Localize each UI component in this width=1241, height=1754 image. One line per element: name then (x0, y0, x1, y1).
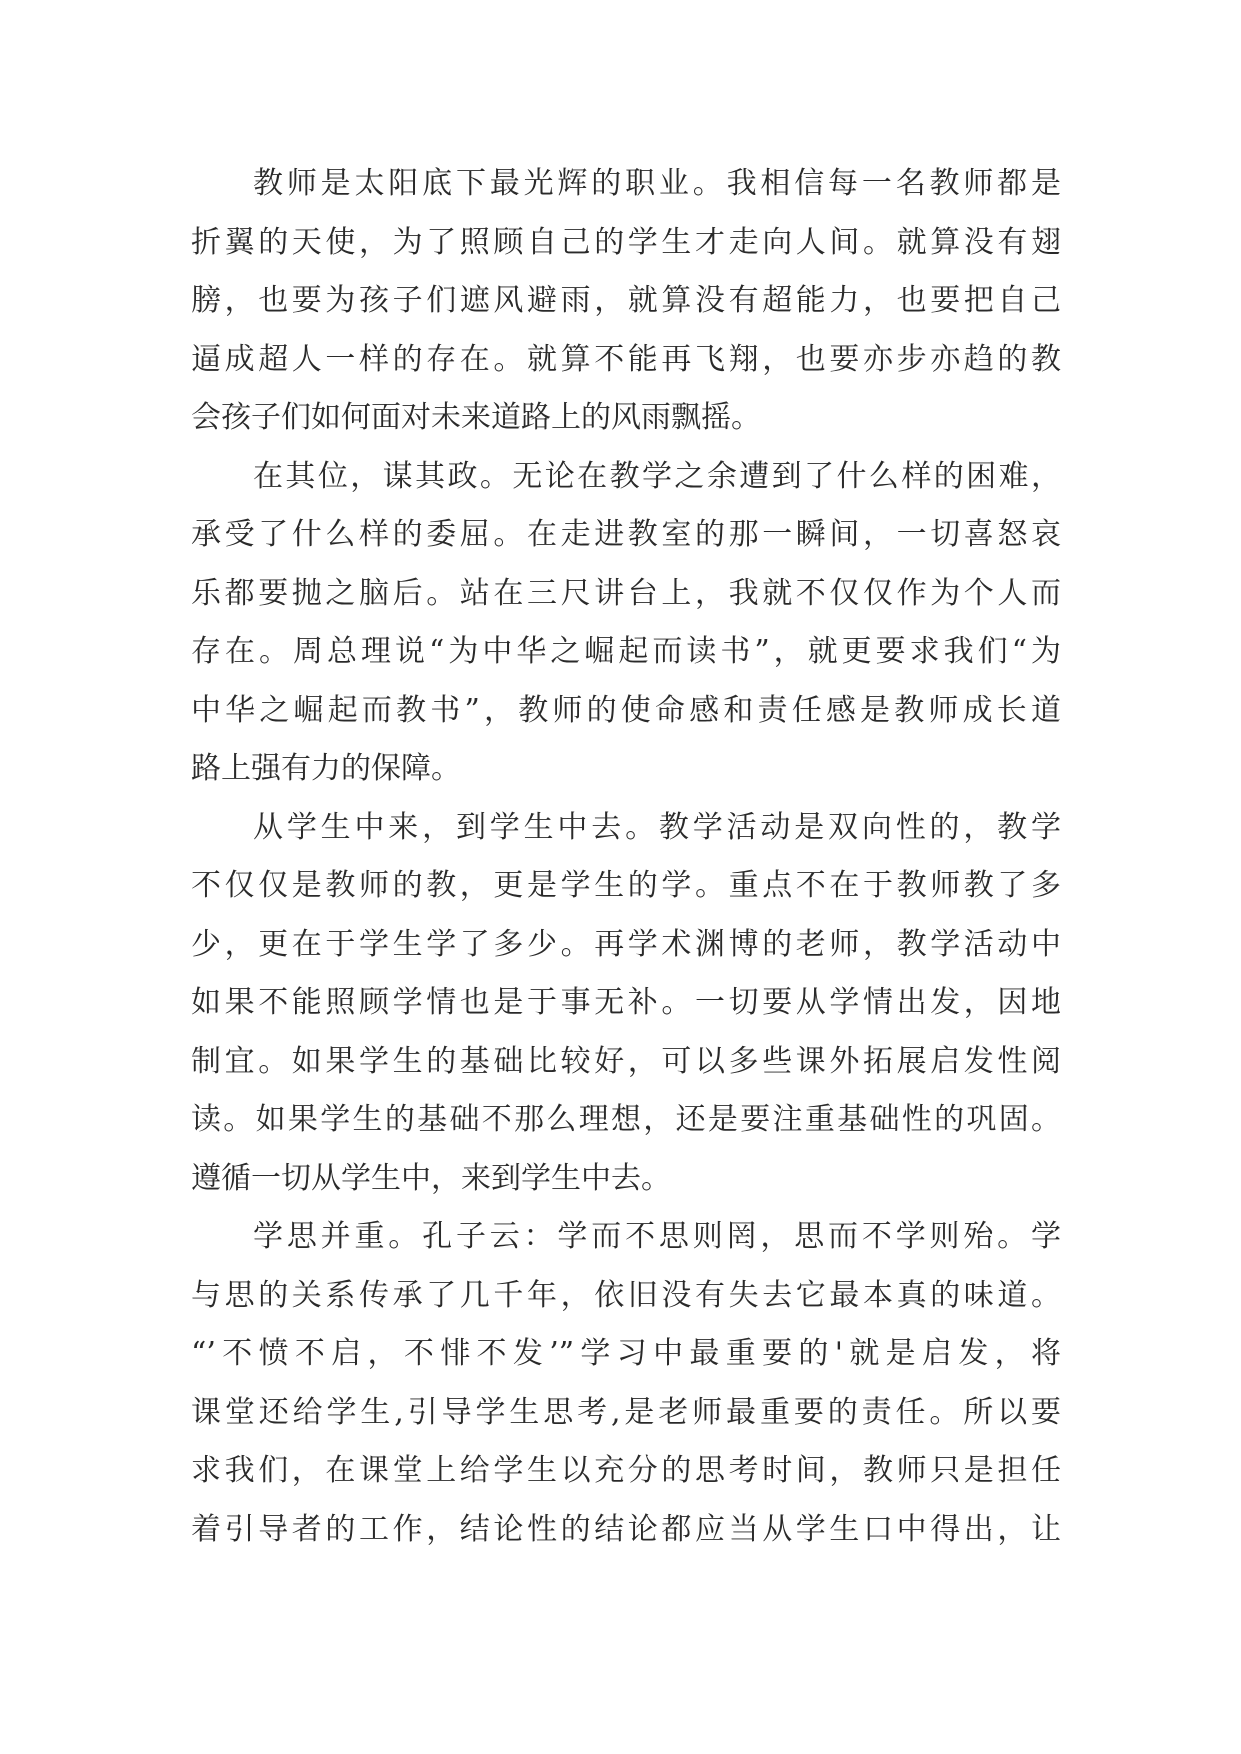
paragraph-2-line-2: 承受了什么样的委屈。在走进教室的那一瞬间，一切喜怒哀 (191, 517, 1061, 552)
paragraph-1-line-1: 教师是太阳底下最光辉的职业。我相信每一名教师都是 (253, 166, 1061, 201)
paragraph-2-line-3: 乐都要抛之脑后。站在三尺讲台上，我就不仅仅作为个人而 (191, 575, 1061, 611)
paragraph-2-line-6: 路上强有力的保障。 (191, 751, 461, 786)
paragraph-4-line-4: 课堂还给学生,引导学生思考,是老师最重要的责任。所以要 (191, 1394, 1061, 1430)
paragraph-3-line-1: 从学生中来，到学生中去。教学活动是双向性的，教学 (253, 809, 1061, 845)
paragraph-3-line-7: 遵循一切从学生中，来到学生中去。 (191, 1160, 671, 1196)
paragraph-4-line-5: 求我们，在课堂上给学生以充分的思考时间，教师只是担任 (191, 1453, 1061, 1488)
paragraph-3-line-3: 少，更在于学生学了多少。再学术渊博的老师，教学活动中 (191, 926, 1061, 962)
paragraph-1-line-3: 膀，也要为孩子们遮风避雨，就算没有超能力，也要把自己 (191, 283, 1061, 318)
paragraph-4-line-6: 着引导者的工作，结论性的结论都应当从学生口中得出，让 (191, 1511, 1061, 1547)
paragraph-4-line-3: “’不愤不启，不悱不发’”学习中最重要的'就是启发，将 (191, 1336, 1061, 1371)
paragraph-2-line-5: 中华之崛起而教书”，教师的使命感和责任感是教师成长道 (191, 692, 1061, 728)
paragraph-3-line-4: 如果不能照顾学情也是于事无补。一切要从学情出发，因地 (191, 985, 1061, 1020)
paragraph-3-line-5: 制宜。如果学生的基础比较好，可以多些课外拓展启发性阅 (191, 1043, 1061, 1079)
paragraph-2-line-4: 存在。周总理说“为中华之崛起而读书”，就更要求我们“为 (191, 634, 1061, 669)
paragraph-4-line-1: 学思并重。孔子云：学而不思则罔，思而不学则殆。学 (253, 1219, 1061, 1254)
paragraph-4-line-2: 与思的关系传承了几千年，依旧没有失去它最本真的味道。 (191, 1277, 1061, 1313)
paragraph-1-line-5: 会孩子们如何面对未来道路上的风雨飘摇。 (191, 400, 761, 435)
paragraph-1-line-2: 折翼的天使，为了照顾自己的学生才走向人间。就算没有翅 (191, 224, 1061, 260)
document-body (191, 155, 1061, 1559)
paragraph-1-line-4: 逼成超人一样的存在。就算不能再飞翔，也要亦步亦趋的教 (191, 341, 1061, 377)
paragraph-3-line-2: 不仅仅是教师的教，更是学生的学。重点不在于教师教了多 (191, 868, 1061, 903)
paragraph-2-line-1: 在其位，谋其政。无论在教学之余遭到了什么样的困难， (253, 458, 1061, 494)
paragraph-3-line-6: 读。如果学生的基础不那么理想，还是要注重基础性的巩固。 (191, 1102, 1061, 1137)
